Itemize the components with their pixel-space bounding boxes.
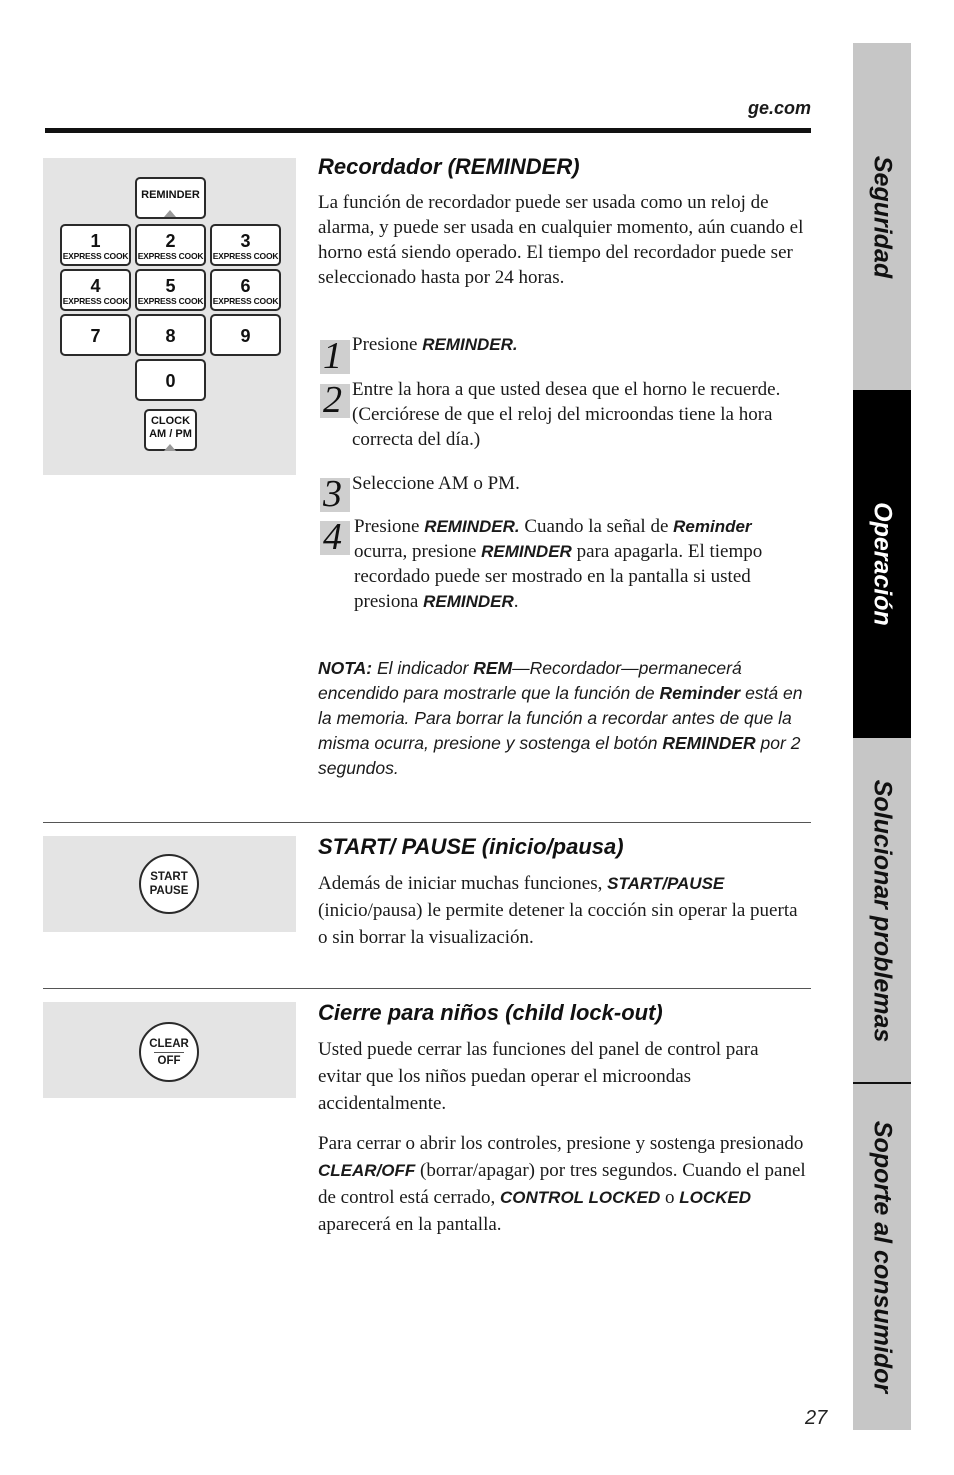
clear-off-key: CLEAR OFF: [139, 1022, 199, 1082]
step-1-text: Presione REMINDER.: [352, 334, 518, 355]
key-divider: [154, 1052, 184, 1053]
step-3-text: Seleccione AM o PM.: [352, 473, 520, 494]
keypad-key-0: 0: [135, 359, 206, 401]
site-url: ge.com: [747, 98, 811, 118]
keypad-key-5: 5 EXPRESS COOK: [135, 269, 206, 311]
start-pause-text: Además de iniciar muchas funciones, START/PAUSE (inicio/pausa) le permite detener la cocción sin operar la puerta o sin borrar la visualización.: [318, 873, 798, 948]
keypad-key-8: 8: [135, 314, 206, 356]
indicator-arrow-icon: [164, 210, 176, 217]
section-divider: [43, 988, 811, 989]
step-number-2: 2: [320, 384, 350, 418]
header-rule: [45, 128, 811, 133]
keypad-key-1: 1 EXPRESS COOK: [60, 224, 131, 266]
child-lock-heading: Cierre para niños (child lock-out): [318, 1000, 663, 1025]
step-number-3: 3: [320, 478, 350, 512]
keypad-key-7: 7: [60, 314, 131, 356]
tab-soporte-consumidor[interactable]: [853, 1084, 911, 1430]
step-4-text: Presione REMINDER. Cuando la señal de Reminder ocurra, presione REMINDER para apagarla. El tiempo recordado puede ser mostrado en la pantalla si usted presiona REMINDER.: [354, 516, 763, 612]
keypad-key-4: 4 EXPRESS COOK: [60, 269, 131, 311]
page-number: 27: [805, 1407, 828, 1429]
section-divider: [43, 822, 811, 823]
keypad-key-3: 3 EXPRESS COOK: [210, 224, 281, 266]
tab-label: Operación: [868, 502, 897, 626]
tab-seguridad[interactable]: [853, 43, 911, 390]
keypad-panel: [43, 158, 296, 475]
reminder-note: NOTA: El indicador REM—Recordador—permanecerá encendido para mostrarle que la función de Reminder está en la memoria. Para borrar la función a recordar antes de que la misma ocurra, presione y sostenga el botón REMINDER por 2 segundos.: [318, 658, 803, 778]
tab-label: Soporte al consumidor: [868, 1120, 897, 1394]
clock-ampm-key: CLOCK AM / PM: [144, 409, 197, 451]
start-pause-panel: [43, 836, 296, 932]
tab-operacion[interactable]: [853, 390, 911, 738]
start-pause-heading: START/ PAUSE (inicio/pausa): [318, 834, 624, 859]
child-lock-para-2: Para cerrar o abrir los controles, presione y sostenga presionado CLEAR/OFF (borrar/apagar) por tres segundos. Cuando el panel de control está cerrado, CONTROL LOCKED o LOCKED aparecerá en la pantalla.: [318, 1133, 806, 1235]
reminder-key: REMINDER: [135, 177, 206, 219]
tab-solucionar-problemas[interactable]: [853, 738, 911, 1083]
tab-label: Solucionar problemas: [868, 779, 897, 1042]
step-number-4: 4: [320, 521, 350, 555]
reminder-intro: La función de recordador puede ser usada como un reloj de alarma, y puede ser usada en cualquier momento, aún cuando el horno está siendo operado. El tiempo del recordador puede ser seleccionado hasta por 24 horas.: [318, 192, 804, 288]
clear-off-panel: [43, 1002, 296, 1098]
step-2-text: Entre la hora a que usted desea que el horno le recuerde. (Cerciórese de que el reloj del microondas tiene la hora correcta del día.): [352, 379, 781, 450]
keypad-key-9: 9: [210, 314, 281, 356]
start-pause-key: START PAUSE: [139, 854, 199, 914]
indicator-arrow-icon: [164, 444, 176, 451]
tab-label: Seguridad: [868, 155, 897, 278]
step-number-1: 1: [320, 340, 350, 374]
keypad-key-6: 6 EXPRESS COOK: [210, 269, 281, 311]
keypad-key-2: 2 EXPRESS COOK: [135, 224, 206, 266]
child-lock-para-1: Usted puede cerrar las funciones del panel de control para evitar que los niños puedan operar el microondas accidentalmente.: [318, 1039, 759, 1114]
reminder-heading: Recordador (REMINDER): [318, 154, 580, 179]
